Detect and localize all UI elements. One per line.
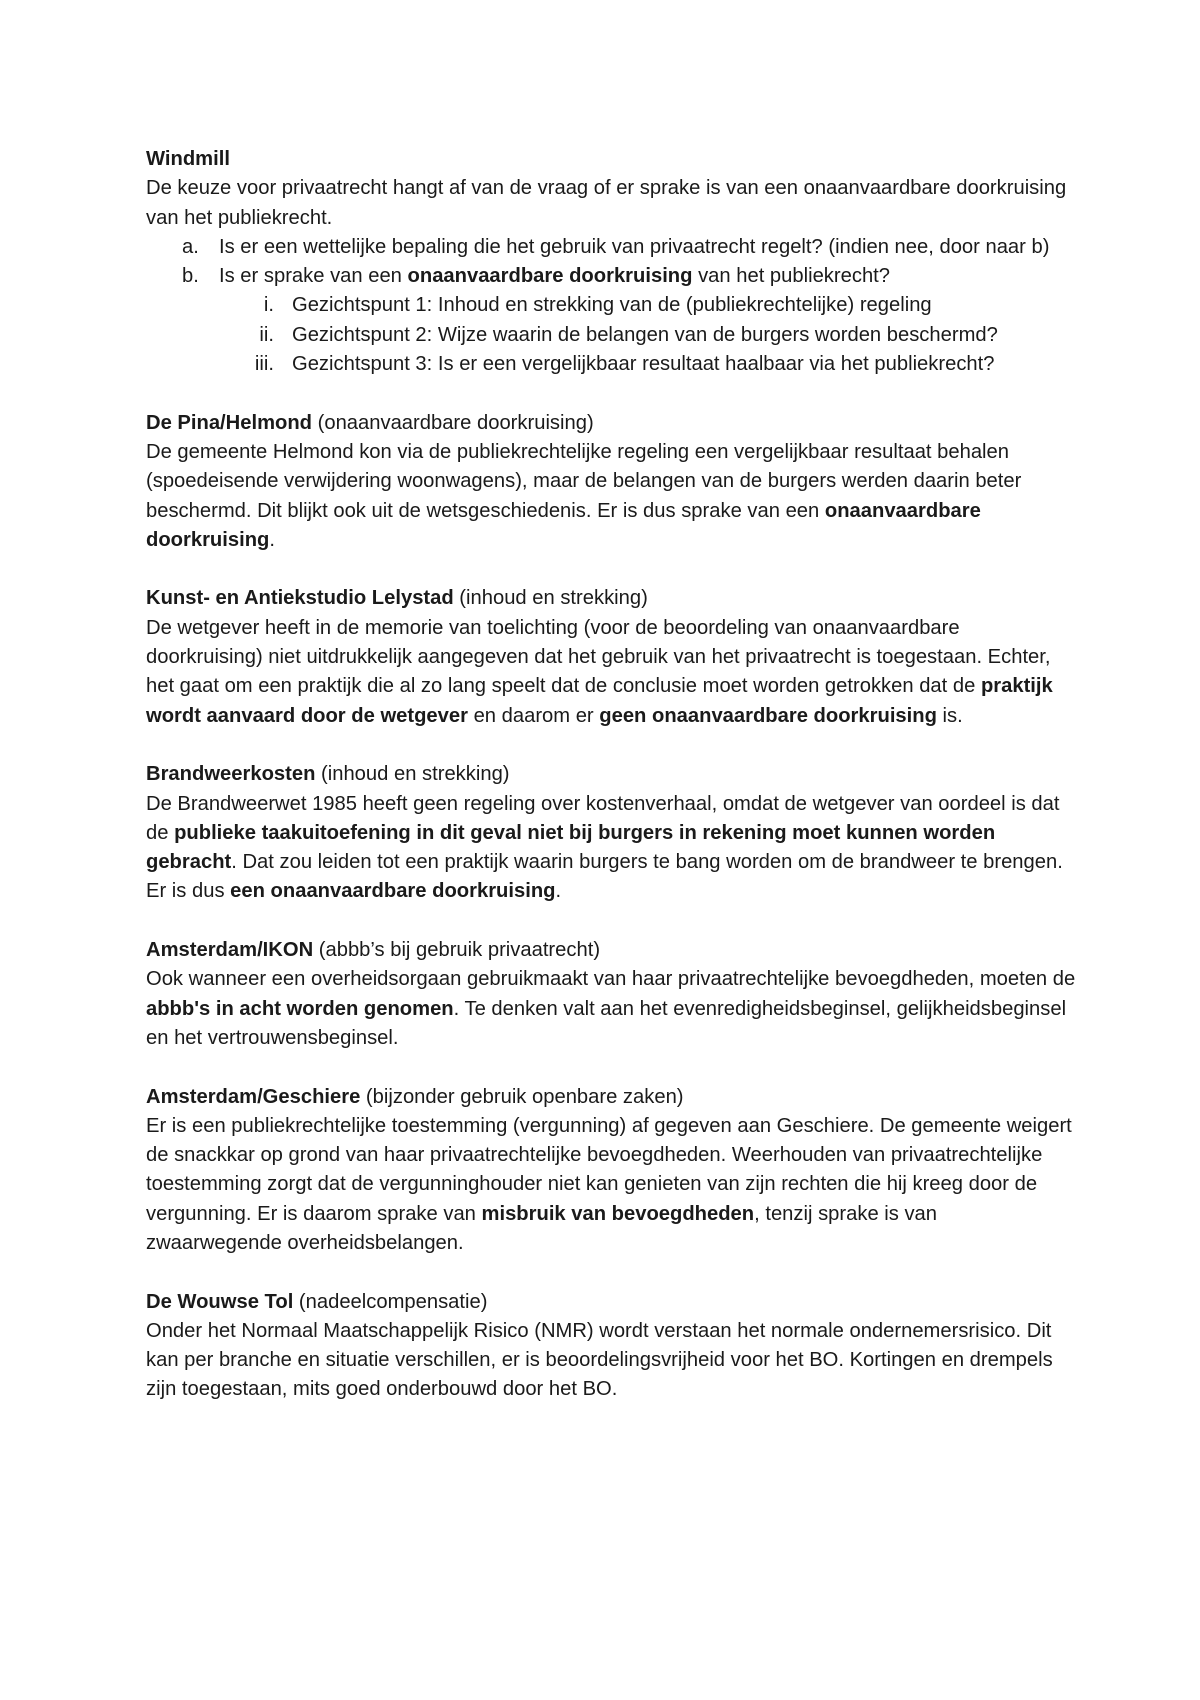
section-body <box>146 965 1076 1053</box>
list-item-i <box>219 291 1076 320</box>
section-body <box>146 1112 1076 1258</box>
list-marker: i. <box>263 294 274 317</box>
bold-text: een onaanvaardbare doorkruising <box>230 880 556 903</box>
section-heading <box>146 145 1076 174</box>
list-item-ii <box>219 321 1076 350</box>
list-marker: b. <box>182 265 199 288</box>
section-heading <box>146 1083 1076 1112</box>
case-context: (nadeelcompensatie) <box>293 1290 488 1313</box>
case-title: Windmill <box>146 148 230 170</box>
case-title: Amsterdam/Geschiere <box>146 1085 361 1108</box>
bold-text: publieke taakuitoefening in dit geval niet bij burgers in rekening moet kunnen worden gebracht <box>146 821 996 874</box>
section-heading <box>146 1288 1076 1317</box>
list-marker: ii. <box>259 323 274 346</box>
section-pina-helmond <box>146 409 1076 555</box>
roman-list <box>219 291 1076 379</box>
section-intro: De keuze voor privaatrecht hangt af van de vraag of er sprake is van een onaanvaardbare doorkruising van het publiekrecht. <box>146 177 1067 229</box>
section-body <box>146 438 1076 555</box>
section-amsterdam-geschiere <box>146 1083 1076 1259</box>
case-title: Amsterdam/IKON <box>146 939 314 962</box>
bold-text: geen onaanvaardbare doorkruising <box>599 704 937 727</box>
section-windmill <box>146 145 1076 379</box>
document-page <box>146 145 1076 1405</box>
alpha-list <box>146 233 1076 379</box>
section-body: Onder het Normaal Maatschappelijk Risico (NMR) wordt verstaan het normale ondernemersrisico. Dit kan per branche en situatie verschillen, er is beoordelingsvrijheid voor het BO. Kortingen en drempels zijn toegestaan, mits goed onderbouwd door het BO. <box>146 1319 1053 1401</box>
section-body <box>146 790 1076 907</box>
case-context: (inhoud en strekking) <box>453 587 648 610</box>
bold-text: praktijk wordt aanvaard door de wetgever <box>146 675 1053 727</box>
section-body <box>146 614 1076 731</box>
section-wouwse-tol <box>146 1288 1076 1405</box>
list-marker: a. <box>182 235 199 258</box>
text-run: . Te denken valt aan het evenredigheidsbeginsel, gelijkheidsbeginsel en het vertrouwensbeginsel. <box>146 997 1067 1049</box>
text-run: . Dat zou leiden tot een praktijk waarin burgers te bang worden om de brandweer te brengen. Er is dus <box>146 851 1063 903</box>
bold-text: abbb's in acht worden genomen <box>146 997 454 1020</box>
list-item-iii <box>219 350 1076 379</box>
list-item-text: Gezichtspunt 1: Inhoud en strekking van de (publiekrechtelijke) regeling <box>292 294 932 317</box>
text-run: Is er sprake van een <box>219 265 408 288</box>
case-context: (onaanvaardbare doorkruising) <box>312 411 594 434</box>
case-title: De Pina/Helmond <box>146 411 313 434</box>
list-item-text: Is er een wettelijke bepaling die het gebruik van privaatrecht regelt? (indien nee, door naar b) <box>219 235 1050 258</box>
text-run: van het publiekrecht? <box>692 265 891 288</box>
bold-text: onaanvaardbare doorkruising <box>146 499 981 551</box>
text-run: is. <box>936 704 963 727</box>
case-context: (inhoud en strekking) <box>315 763 510 786</box>
text-run: Er is een publiekrechtelijke toestemming (vergunning) af gegeven aan Geschiere. De gemeente weigert de snackkar op grond van haar privaatrechtelijke bevoegdheden. Weerhouden van privaatrechtelijke toestemming zorgt dat de vergunninghouder niet kan genieten van zijn rechten die hij kreeg door de vergunning. Er is daarom sprake van <box>146 1114 1072 1225</box>
case-title: Brandweerkosten <box>146 763 316 786</box>
text-run: . <box>555 880 562 903</box>
case-title: Kunst- en Antiekstudio Lelystad <box>146 587 454 610</box>
text-run: De wetgever heeft in de memorie van toelichting (voor de beoordeling van onaanvaardbare doorkruising) niet uitdrukkelijk aangegeven dat het gebruik van het privaatrecht is toegestaan. Echter, het gaat om een praktijk die al zo lang speelt dat de conclusie moet worden getrokken dat de <box>146 616 1051 698</box>
list-item-a <box>146 233 1076 262</box>
text-run: , tenzij sprake is van zwaarwegende overheidsbelangen. <box>146 1202 938 1254</box>
text-run: De gemeente Helmond kon via de publiekrechtelijke regeling een vergelijkbaar resultaat behalen (spoedeisende verwijdering woonwagens), maar de belangen van de burgers werden daarin beter beschermd. Dit blijkt ook uit de wetsgeschiedenis. Er is dus sprake van een <box>146 440 1022 522</box>
section-heading <box>146 409 1076 438</box>
case-context: (abbb’s bij gebruik privaatrecht) <box>313 939 601 962</box>
section-brandweerkosten <box>146 760 1076 906</box>
bold-text: onaanvaardbare doorkruising <box>407 265 693 288</box>
case-title: De Wouwse Tol <box>146 1290 294 1313</box>
list-item-text: Gezichtspunt 2: Wijze waarin de belangen van de burgers worden beschermd? <box>292 323 998 346</box>
text-run: De Brandweerwet 1985 heeft geen regeling over kostenverhaal, omdat de wetgever van oordeel is dat de <box>146 792 1060 844</box>
list-marker: iii. <box>254 353 274 376</box>
section-kunst-antiekstudio <box>146 584 1076 730</box>
list-item-b <box>146 262 1076 379</box>
case-context: (bijzonder gebruik openbare zaken) <box>360 1085 684 1108</box>
section-amsterdam-ikon <box>146 936 1076 1053</box>
section-heading <box>146 760 1076 789</box>
text-run: Ook wanneer een overheidsorgaan gebruikmaakt van haar privaatrechtelijke bevoegdheden, moeten de <box>146 968 1076 991</box>
section-heading <box>146 584 1076 613</box>
list-item-text: Gezichtspunt 3: Is er een vergelijkbaar resultaat haalbaar via het publiekrecht? <box>292 353 995 376</box>
bold-text: misbruik van bevoegdheden <box>481 1202 755 1225</box>
list-item-text <box>219 265 890 287</box>
text-run: en daarom er <box>467 704 600 727</box>
text-run: . <box>269 528 275 551</box>
section-heading <box>146 936 1076 965</box>
